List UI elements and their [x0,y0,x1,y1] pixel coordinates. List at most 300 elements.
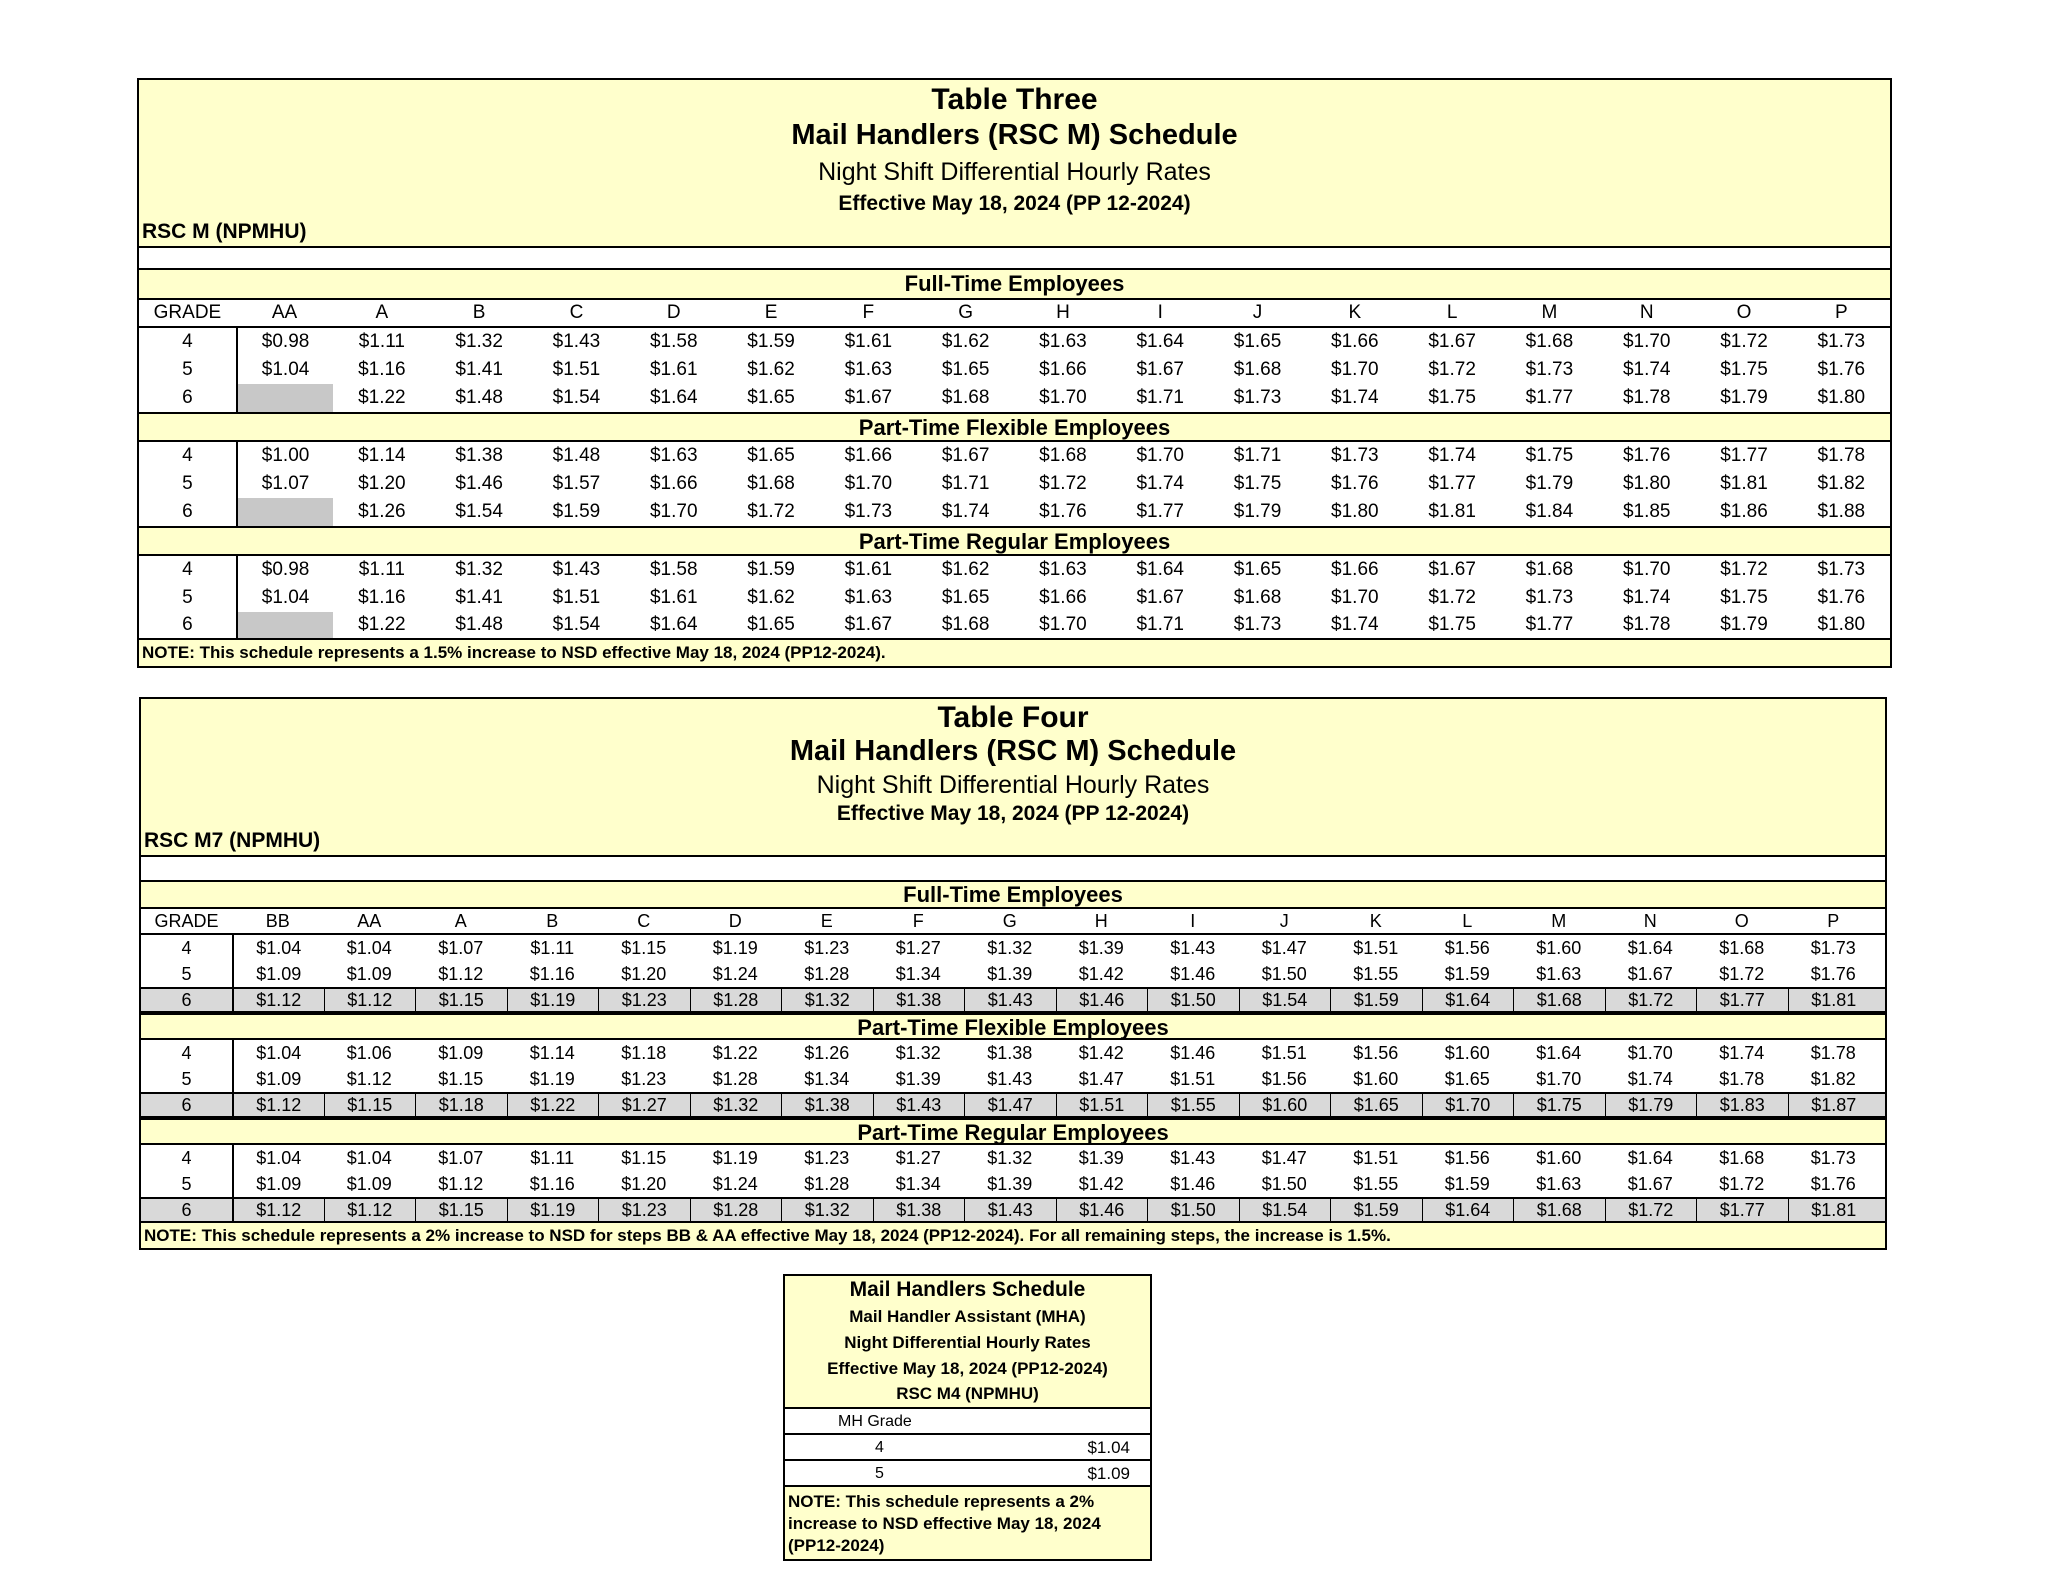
section-title: Full-Time Employees [139,270,1890,300]
rate-cell: $1.80 [1817,387,1866,408]
mha-title: Mail Handlers Schedule [849,1278,1086,1301]
step-column-header: N [1639,302,1654,323]
rate-cell: $1.23 [804,937,850,958]
rate-cell: $1.70 [1039,387,1087,408]
rate-cell: $1.58 [649,559,698,580]
section-title: Part-Time Regular Employees [141,1118,1885,1145]
rate-cell: $1.56 [1261,1068,1307,1089]
rate-cell: $1.72 [1720,559,1768,580]
step-column-header: E [820,910,833,931]
rate-cell: $1.70 [844,473,893,494]
rate-cell: $1.65 [941,359,990,380]
rate-cell: $1.67 [1627,963,1673,984]
rate-cell: $1.00 [236,442,333,470]
grade-column-header: GRADE [153,302,222,323]
rate-cell: $1.74 [1428,445,1476,466]
table-row [141,935,1885,961]
rate-cell: $1.67 [941,445,990,466]
rate-cell: $1.32 [781,1199,873,1221]
rate-cell: $1.20 [358,473,406,494]
rate-cell: $1.32 [781,989,873,1011]
step-column-header: N [1643,910,1657,931]
rate-cell: $1.64 [1536,1042,1582,1063]
rate-cell: $1.19 [507,989,599,1011]
rate-cell: $1.67 [1428,331,1476,352]
rate-cell: $1.22 [712,1042,758,1063]
table-row [141,1066,1885,1092]
rate-cell: $1.26 [358,501,406,522]
rate-cell: $1.39 [895,1068,941,1089]
rate-cell: $1.65 [747,445,795,466]
rate-cell: $1.38 [455,445,503,466]
rate-cell: $1.56 [1353,1042,1399,1063]
rate-cell: $1.50 [1261,963,1307,984]
rate-cell: $1.65 [747,614,795,635]
rate-cell: $1.72 [1719,1173,1765,1194]
rate-cell: $1.86 [1720,501,1768,522]
rate-cell: $1.19 [507,1199,599,1221]
rate-cell: $1.56 [1444,1147,1490,1168]
rate-cell: $1.23 [598,1199,690,1221]
rate-cell: $1.68 [1719,1147,1765,1168]
rate-cell: $1.43 [987,1068,1033,1089]
rate-cell: $1.47 [964,1094,1056,1116]
rate-cell: $1.28 [712,1068,758,1089]
grade-column-header: GRADE [154,910,219,931]
rate-cell: $1.85 [1622,501,1671,522]
rate-cell: $1.63 [1039,559,1087,580]
step-column-header: G [958,302,974,323]
rate-cell: $1.67 [1428,559,1476,580]
rate-cell: $1.04 [236,356,333,384]
grade-cell: 6 [182,501,193,522]
step-column-header: A [454,910,467,931]
rate-cell: $1.39 [987,1173,1033,1194]
rate-cell: $1.79 [1720,614,1768,635]
rate-cell: $1.67 [1627,1173,1673,1194]
step-column-header: G [1002,910,1017,931]
rate-cell: $1.74 [1622,587,1671,608]
mha-header [785,1276,1150,1407]
rate-cell: $1.68 [1513,1199,1605,1221]
rate-cell: $1.76 [1810,963,1856,984]
table-three-code: RSC M (NPMHU) [142,220,307,243]
rate-cell: $1.42 [1078,1042,1124,1063]
table-four-subtitle: Night Shift Differential Hourly Rates [816,771,1210,799]
rate-cell: $1.12 [438,963,484,984]
rate-cell: $1.61 [844,331,893,352]
rate-cell: $1.62 [941,331,990,352]
mha-grade: 5 [875,1465,884,1482]
step-column-header: I [1190,910,1196,931]
rate-cell: $1.39 [1078,1147,1124,1168]
rate-cell: $1.27 [598,1094,690,1116]
rate-cell: $1.46 [1170,963,1216,984]
blank-row [141,855,1885,882]
rate-cell: $1.70 [1622,559,1671,580]
rate-cell: $1.22 [507,1094,599,1116]
rate-cell: $1.76 [1810,1173,1856,1194]
rate-cell: $1.47 [1261,937,1307,958]
section-title: Part-Time Flexible Employees [141,1013,1885,1040]
grade-cell: 6 [181,1094,192,1115]
rate-cell: $1.12 [438,1173,484,1194]
rate-cell: $1.65 [1233,559,1282,580]
rate-cell: $1.73 [1233,387,1282,408]
rate-cell: $1.60 [1536,937,1582,958]
rate-cell: $1.80 [1622,473,1671,494]
rate-cell: $1.70 [1536,1068,1582,1089]
rate-cell: $1.66 [1039,359,1087,380]
rate-cell: $1.54 [552,387,601,408]
rate-cell: $1.74 [1331,614,1379,635]
rate-cell: $1.38 [873,1199,965,1221]
rate-cell: $1.61 [844,559,893,580]
rate-cell: $1.12 [324,1199,416,1221]
step-column-header: J [1252,302,1263,323]
rate-cell: $1.63 [1536,963,1582,984]
rate-cell: $1.88 [1817,501,1866,522]
step-column-header: C [637,910,651,931]
rate-cell: $1.27 [895,937,941,958]
rate-cell: $1.64 [1422,989,1514,1011]
rate-cell: $1.06 [346,1042,392,1063]
rate-cell: $1.73 [1817,559,1866,580]
rate-cell: $1.70 [1136,445,1184,466]
mha-value: $1.04 [1087,1438,1130,1457]
rate-cell: $1.27 [895,1147,941,1168]
rate-cell: $1.75 [1525,445,1574,466]
rate-cell [236,498,333,526]
grade-cell: 6 [181,989,192,1010]
table-row [141,961,1885,987]
rate-cell: $1.73 [1331,445,1379,466]
rate-cell: $1.64 [1136,559,1184,580]
rate-cell: $1.75 [1428,614,1476,635]
rate-cell: $1.73 [844,501,893,522]
rate-cell: $1.68 [941,614,990,635]
table-three-header [139,80,1890,246]
rate-cell: $1.76 [1817,359,1866,380]
rate-cell: $1.14 [358,445,406,466]
rate-cell: $1.60 [1239,1094,1331,1116]
rate-cell: $1.50 [1147,989,1239,1011]
rate-cell: $1.32 [895,1042,941,1063]
rate-cell: $1.46 [1170,1173,1216,1194]
step-column-header: K [1348,302,1362,323]
rate-cell: $1.68 [1039,445,1087,466]
rate-cell: $1.72 [747,501,795,522]
rate-cell: $1.51 [552,587,601,608]
rate-cell: $1.66 [844,445,893,466]
rate-cell: $1.75 [1428,387,1476,408]
rate-cell: $1.09 [346,963,392,984]
rate-cell: $1.60 [1353,1068,1399,1089]
mha-grade-header [785,1407,1150,1433]
table-row [139,612,1890,640]
mha-table [783,1274,1152,1561]
rate-cell: $1.68 [747,473,795,494]
table-four-note: NOTE: This schedule represents a 2% increase to NSD for steps BB & AA effective May 18, 2024 (PP12-2024). For all remaining steps, the increase is 1.5%. [141,1223,1885,1248]
grade-cell: 5 [182,587,193,608]
rate-cell: $1.73 [1810,1147,1856,1168]
step-column-header: AA [357,910,382,931]
rate-cell: $1.15 [415,1199,507,1221]
rate-cell: $1.24 [712,1173,758,1194]
rate-cell: $1.32 [455,559,503,580]
table-four-schedule: Mail Handlers (RSC M) Schedule [789,735,1237,767]
rate-cell: $1.65 [941,587,990,608]
rate-cell: $1.81 [1428,501,1476,522]
rate-cell: $1.59 [747,559,795,580]
mha-line4: Effective May 18, 2024 (PP12-2024) [827,1359,1108,1378]
grade-cell: 4 [182,445,193,466]
rate-cell: $1.64 [1627,1147,1673,1168]
rate-cell: $1.73 [1525,587,1574,608]
rate-cell: $1.32 [987,937,1033,958]
step-column-header: C [569,302,584,323]
table-three-effective: Effective May 18, 2024 (PP 12-2024) [838,192,1191,215]
rate-cell: $1.74 [1622,359,1671,380]
rate-cell: $1.43 [964,989,1056,1011]
step-column-header: P [1827,910,1840,931]
step-column-header: H [1056,302,1070,323]
rate-cell: $1.58 [649,331,698,352]
table-row [141,987,1885,1013]
rate-cell: $1.72 [1720,331,1768,352]
grade-cell: 4 [182,559,193,580]
rate-cell: $1.48 [552,445,601,466]
rate-cell: $1.72 [1605,1199,1697,1221]
rate-cell: $1.55 [1353,963,1399,984]
grade-cell: 5 [181,1173,192,1194]
rate-cell: $1.56 [1444,937,1490,958]
table-row [141,1040,1885,1066]
rate-cell: $1.51 [1170,1068,1216,1089]
rate-cell: $1.73 [1817,331,1866,352]
rate-cell: $1.54 [552,614,601,635]
grade-cell: 5 [182,473,193,494]
rate-cell: $1.48 [455,614,503,635]
rate-cell: $1.32 [987,1147,1033,1168]
rate-cell: $1.43 [552,331,601,352]
table-row [141,1171,1885,1197]
rate-cell: $1.72 [1039,473,1087,494]
rate-cell: $1.79 [1720,387,1768,408]
rate-cell: $1.07 [438,1147,484,1168]
rate-cell: $1.63 [1536,1173,1582,1194]
rate-cell: $1.34 [804,1068,850,1089]
table-four-code: RSC M7 (NPMHU) [144,829,321,852]
rate-cell: $1.78 [1622,387,1671,408]
rate-cell: $1.55 [1147,1094,1239,1116]
rate-cell: $1.74 [941,501,990,522]
rate-cell: $1.70 [1422,1094,1514,1116]
rate-cell: $1.43 [964,1199,1056,1221]
rate-cell: $1.87 [1788,1094,1880,1116]
table-row [139,498,1890,526]
column-header-row [139,300,1890,328]
step-column-header: O [1734,910,1749,931]
rate-cell: $1.46 [1170,1042,1216,1063]
rate-cell: $1.76 [1331,473,1379,494]
rate-cell: $1.11 [358,331,405,352]
rate-cell: $1.60 [1444,1042,1490,1063]
rate-cell: $1.18 [621,1042,667,1063]
step-column-header: K [1369,910,1382,931]
rate-cell: $1.84 [1525,501,1574,522]
rate-cell: $1.64 [649,614,698,635]
rate-cell: $1.74 [1627,1068,1673,1089]
rate-cell: $1.76 [1622,445,1671,466]
rate-cell: $1.81 [1788,1199,1880,1221]
rate-cell: $1.62 [941,559,990,580]
table-row [139,584,1890,612]
rate-cell: $1.22 [358,387,406,408]
rate-cell: $1.72 [1605,989,1697,1011]
table-four-header [141,699,1885,855]
rate-cell: $1.15 [621,937,667,958]
rate-cell: $1.78 [1719,1068,1765,1089]
rate-cell: $1.23 [598,989,690,1011]
rate-cell: $1.43 [1170,937,1216,958]
step-column-header: AA [271,302,298,323]
step-column-header: D [728,910,742,931]
rate-cell: $1.82 [1810,1068,1856,1089]
rate-cell: $1.28 [690,989,782,1011]
section-title: Full-Time Employees [141,882,1885,909]
table-four-title: Table Four [937,701,1089,734]
mha-value: $1.09 [1087,1464,1130,1483]
rate-cell: $1.70 [1039,614,1087,635]
rate-cell: $1.11 [530,1147,575,1168]
grade-cell: 4 [181,937,192,958]
rate-cell: $1.75 [1513,1094,1605,1116]
rate-cell: $1.77 [1525,614,1574,635]
rate-cell: $1.65 [1444,1068,1490,1089]
rate-cell: $1.75 [1233,473,1282,494]
rate-cell: $1.64 [1136,331,1184,352]
rate-cell: $1.63 [844,587,893,608]
rate-cell: $1.79 [1525,473,1574,494]
rate-cell: $1.81 [1788,989,1880,1011]
rate-cell: $1.39 [987,963,1033,984]
grade-cell: 6 [182,614,193,635]
rate-cell: $1.75 [1720,359,1768,380]
rate-cell: $1.68 [1233,359,1282,380]
rate-cell: $1.78 [1622,614,1671,635]
rate-cell: $1.59 [1444,1173,1490,1194]
rate-cell: $1.70 [649,501,698,522]
step-column-header: J [1279,910,1289,931]
table-three-subtitle: Night Shift Differential Hourly Rates [818,158,1211,186]
rate-cell: $1.67 [1136,587,1184,608]
step-column-header: L [1462,910,1473,931]
table-row [139,328,1890,356]
rate-cell: $1.34 [895,963,941,984]
rate-cell: $1.68 [1719,937,1765,958]
rate-cell: $1.59 [747,331,795,352]
table-four-effective: Effective May 18, 2024 (PP 12-2024) [836,802,1190,825]
rate-cell: $1.59 [552,501,601,522]
grade-cell: 4 [182,331,193,352]
rate-cell: $1.65 [1233,331,1282,352]
rate-cell: $1.77 [1720,445,1768,466]
rate-cell: $1.70 [1331,359,1379,380]
rate-cell: $1.79 [1233,501,1282,522]
rate-cell: $1.68 [1233,587,1282,608]
rate-cell: $1.63 [649,445,698,466]
table-row [139,356,1890,384]
step-column-header: B [472,302,486,323]
rate-cell: $1.09 [232,961,324,987]
rate-cell: $1.72 [1428,359,1476,380]
rate-cell: $1.63 [844,359,893,380]
section-title: Part-Time Flexible Employees [139,412,1890,442]
step-column-header: P [1834,302,1848,323]
rate-cell: $0.98 [236,328,333,356]
rate-cell: $1.80 [1331,501,1379,522]
rate-cell: $1.04 [232,1145,324,1171]
rate-cell: $1.59 [1330,989,1422,1011]
rate-cell: $1.73 [1233,614,1282,635]
rate-cell: $1.51 [1353,937,1399,958]
table-row [139,556,1890,584]
step-column-header: M [1541,302,1558,323]
rate-cell: $1.09 [346,1173,392,1194]
rate-cell: $1.62 [747,359,795,380]
table-four-body [141,882,1885,1223]
rate-cell: $1.70 [1622,331,1671,352]
rate-cell: $1.66 [1039,587,1087,608]
rate-cell: $1.11 [530,937,575,958]
rate-cell: $1.32 [690,1094,782,1116]
rate-cell: $1.80 [1817,614,1866,635]
mha-code: RSC M4 (NPMHU) [896,1384,1039,1403]
rate-cell: $1.51 [1056,1094,1148,1116]
rate-cell: $1.43 [552,559,601,580]
table-row [141,1092,1885,1118]
rate-cell: $1.71 [1136,614,1184,635]
rate-cell: $1.64 [1627,937,1673,958]
rate-cell: $1.59 [1330,1199,1422,1221]
step-column-header: M [1551,910,1567,931]
rate-cell: $1.68 [1525,559,1574,580]
rate-cell: $1.78 [1810,1042,1856,1063]
step-column-header: E [764,302,778,323]
table-row [141,1197,1885,1223]
mha-row [785,1459,1150,1485]
rate-cell: $1.42 [1078,1173,1124,1194]
rate-cell: $1.47 [1078,1068,1124,1089]
table-row [139,470,1890,498]
rate-cell: $1.71 [1233,445,1282,466]
rate-cell: $1.46 [455,473,503,494]
rate-cell: $1.67 [844,614,893,635]
table-three [137,78,1892,668]
rate-cell: $1.32 [455,331,503,352]
rate-cell: $1.54 [1239,1199,1331,1221]
rate-cell: $1.82 [1817,473,1866,494]
rate-cell: $1.74 [1136,473,1184,494]
rate-cell: $1.15 [415,989,507,1011]
rate-cell: $1.81 [1720,473,1768,494]
rate-cell: $1.16 [358,587,406,608]
rate-cell: $1.66 [649,473,698,494]
grade-cell: 6 [181,1199,192,1220]
rate-cell: $1.71 [1136,387,1184,408]
rate-cell: $1.19 [712,1147,758,1168]
